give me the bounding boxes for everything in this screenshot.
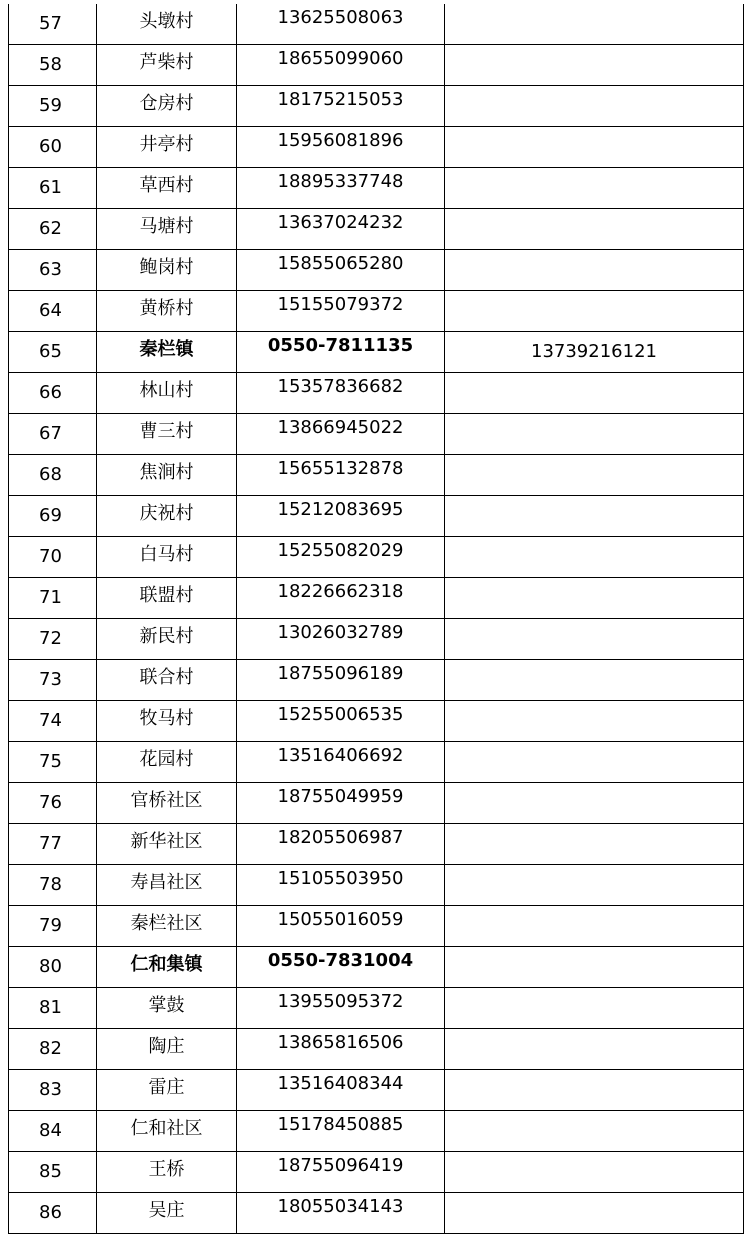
row-number-cell: 59 (9, 86, 97, 127)
row-number-cell: 60 (9, 127, 97, 168)
phone-number-cell: 15178450885 (237, 1111, 445, 1152)
phone-number-cell: 18205506987 (237, 824, 445, 865)
table-row (9, 496, 744, 537)
phone-number-cell: 15357836682 (237, 373, 445, 414)
row-number-cell: 73 (9, 660, 97, 701)
row-number-cell: 72 (9, 619, 97, 660)
table-row (9, 619, 744, 660)
phone-number-cell: 0550-7831004 (237, 947, 445, 988)
phone-number-cell: 15255006535 (237, 701, 445, 742)
table-row (9, 250, 744, 291)
table-row (9, 578, 744, 619)
extra-phone-cell (445, 537, 744, 578)
row-number-cell: 78 (9, 865, 97, 906)
extra-phone-cell (445, 1193, 744, 1234)
row-number-cell: 74 (9, 701, 97, 742)
location-name-cell: 联合村 (97, 660, 237, 701)
location-name-cell: 仓房村 (97, 86, 237, 127)
table-row (9, 1070, 744, 1111)
phone-number-cell: 15956081896 (237, 127, 445, 168)
phone-number-cell: 18895337748 (237, 168, 445, 209)
table-row (9, 865, 744, 906)
location-name-cell: 官桥社区 (97, 783, 237, 824)
extra-phone-cell (445, 4, 744, 45)
location-name-cell: 新民村 (97, 619, 237, 660)
phone-number-cell: 18755096189 (237, 660, 445, 701)
row-number-cell: 85 (9, 1152, 97, 1193)
extra-phone-cell (445, 291, 744, 332)
phone-number-cell: 18226662318 (237, 578, 445, 619)
location-name-cell: 庆祝村 (97, 496, 237, 537)
town-row (9, 332, 744, 373)
extra-phone-cell (445, 209, 744, 250)
row-number-cell: 82 (9, 1029, 97, 1070)
location-name-cell: 王桥 (97, 1152, 237, 1193)
row-number-cell: 71 (9, 578, 97, 619)
table-body (9, 4, 744, 1234)
row-number-cell: 64 (9, 291, 97, 332)
row-number-cell: 67 (9, 414, 97, 455)
extra-phone-cell (445, 865, 744, 906)
extra-phone-cell (445, 455, 744, 496)
extra-phone-cell (445, 373, 744, 414)
table-row (9, 783, 744, 824)
phone-number-cell: 15855065280 (237, 250, 445, 291)
extra-phone-cell (445, 1152, 744, 1193)
contact-table (8, 4, 744, 1234)
phone-number-cell: 15655132878 (237, 455, 445, 496)
location-name-cell: 花园村 (97, 742, 237, 783)
location-name-cell: 陶庄 (97, 1029, 237, 1070)
extra-phone-cell (445, 824, 744, 865)
extra-phone-cell (445, 906, 744, 947)
row-number-cell: 63 (9, 250, 97, 291)
table-row (9, 414, 744, 455)
table-row (9, 168, 744, 209)
phone-number-cell: 18655099060 (237, 45, 445, 86)
table-row (9, 291, 744, 332)
phone-number-cell: 13026032789 (237, 619, 445, 660)
phone-number-cell: 13637024232 (237, 209, 445, 250)
table-row (9, 988, 744, 1029)
phone-number-cell: 13625508063 (237, 4, 445, 45)
row-number-cell: 70 (9, 537, 97, 578)
extra-phone-cell (445, 1070, 744, 1111)
phone-number-cell: 13865816506 (237, 1029, 445, 1070)
location-name-cell: 吴庄 (97, 1193, 237, 1234)
location-name-cell: 寿昌社区 (97, 865, 237, 906)
row-number-cell: 65 (9, 332, 97, 373)
location-name-cell: 井亭村 (97, 127, 237, 168)
row-number-cell: 79 (9, 906, 97, 947)
location-name-cell: 仁和集镇 (97, 947, 237, 988)
table-row (9, 4, 744, 45)
table-row (9, 824, 744, 865)
extra-phone-cell (445, 783, 744, 824)
location-name-cell: 牧马村 (97, 701, 237, 742)
extra-phone-cell (445, 250, 744, 291)
extra-phone-cell (445, 414, 744, 455)
table-row (9, 209, 744, 250)
table-row (9, 1152, 744, 1193)
location-name-cell: 曹三村 (97, 414, 237, 455)
row-number-cell: 83 (9, 1070, 97, 1111)
location-name-cell: 头墩村 (97, 4, 237, 45)
extra-phone-cell (445, 45, 744, 86)
row-number-cell: 76 (9, 783, 97, 824)
table-row (9, 537, 744, 578)
location-name-cell: 焦涧村 (97, 455, 237, 496)
row-number-cell: 80 (9, 947, 97, 988)
row-number-cell: 58 (9, 45, 97, 86)
table-row (9, 1029, 744, 1070)
extra-phone-cell (445, 1029, 744, 1070)
location-name-cell: 秦栏社区 (97, 906, 237, 947)
location-name-cell: 芦柴村 (97, 45, 237, 86)
row-number-cell: 69 (9, 496, 97, 537)
extra-phone-cell (445, 578, 744, 619)
row-number-cell: 86 (9, 1193, 97, 1234)
extra-phone-cell (445, 86, 744, 127)
row-number-cell: 57 (9, 4, 97, 45)
extra-phone-cell (445, 1111, 744, 1152)
phone-number-cell: 15155079372 (237, 291, 445, 332)
phone-number-cell: 13866945022 (237, 414, 445, 455)
table-row (9, 45, 744, 86)
table-row (9, 1193, 744, 1234)
extra-phone-cell (445, 947, 744, 988)
extra-phone-cell (445, 168, 744, 209)
row-number-cell: 68 (9, 455, 97, 496)
location-name-cell: 黄桥村 (97, 291, 237, 332)
phone-number-cell: 0550-7811135 (237, 332, 445, 373)
phone-number-cell: 15105503950 (237, 865, 445, 906)
row-number-cell: 62 (9, 209, 97, 250)
extra-phone-cell (445, 660, 744, 701)
table-row (9, 455, 744, 496)
table-row (9, 701, 744, 742)
extra-phone-cell (445, 988, 744, 1029)
location-name-cell: 秦栏镇 (97, 332, 237, 373)
row-number-cell: 61 (9, 168, 97, 209)
location-name-cell: 掌鼓 (97, 988, 237, 1029)
table-row (9, 373, 744, 414)
table-row (9, 127, 744, 168)
location-name-cell: 鲍岗村 (97, 250, 237, 291)
location-name-cell: 林山村 (97, 373, 237, 414)
table-row (9, 660, 744, 701)
table-row (9, 906, 744, 947)
phone-number-cell: 18055034143 (237, 1193, 445, 1234)
location-name-cell: 联盟村 (97, 578, 237, 619)
table-row (9, 1111, 744, 1152)
table-row (9, 86, 744, 127)
location-name-cell: 仁和社区 (97, 1111, 237, 1152)
location-name-cell: 雷庄 (97, 1070, 237, 1111)
extra-phone-cell (445, 742, 744, 783)
extra-phone-cell (445, 127, 744, 168)
extra-phone-cell: 13739216121 (445, 332, 744, 373)
phone-number-cell: 18755096419 (237, 1152, 445, 1193)
location-name-cell: 白马村 (97, 537, 237, 578)
phone-number-cell: 15212083695 (237, 496, 445, 537)
location-name-cell: 新华社区 (97, 824, 237, 865)
extra-phone-cell (445, 619, 744, 660)
row-number-cell: 77 (9, 824, 97, 865)
phone-number-cell: 15255082029 (237, 537, 445, 578)
phone-number-cell: 18175215053 (237, 86, 445, 127)
extra-phone-cell (445, 496, 744, 537)
row-number-cell: 84 (9, 1111, 97, 1152)
row-number-cell: 81 (9, 988, 97, 1029)
phone-number-cell: 13955095372 (237, 988, 445, 1029)
town-row (9, 947, 744, 988)
location-name-cell: 马塘村 (97, 209, 237, 250)
phone-number-cell: 13516408344 (237, 1070, 445, 1111)
row-number-cell: 66 (9, 373, 97, 414)
extra-phone-cell (445, 701, 744, 742)
location-name-cell: 草西村 (97, 168, 237, 209)
phone-number-cell: 13516406692 (237, 742, 445, 783)
row-number-cell: 75 (9, 742, 97, 783)
phone-number-cell: 18755049959 (237, 783, 445, 824)
table-row (9, 742, 744, 783)
phone-number-cell: 15055016059 (237, 906, 445, 947)
